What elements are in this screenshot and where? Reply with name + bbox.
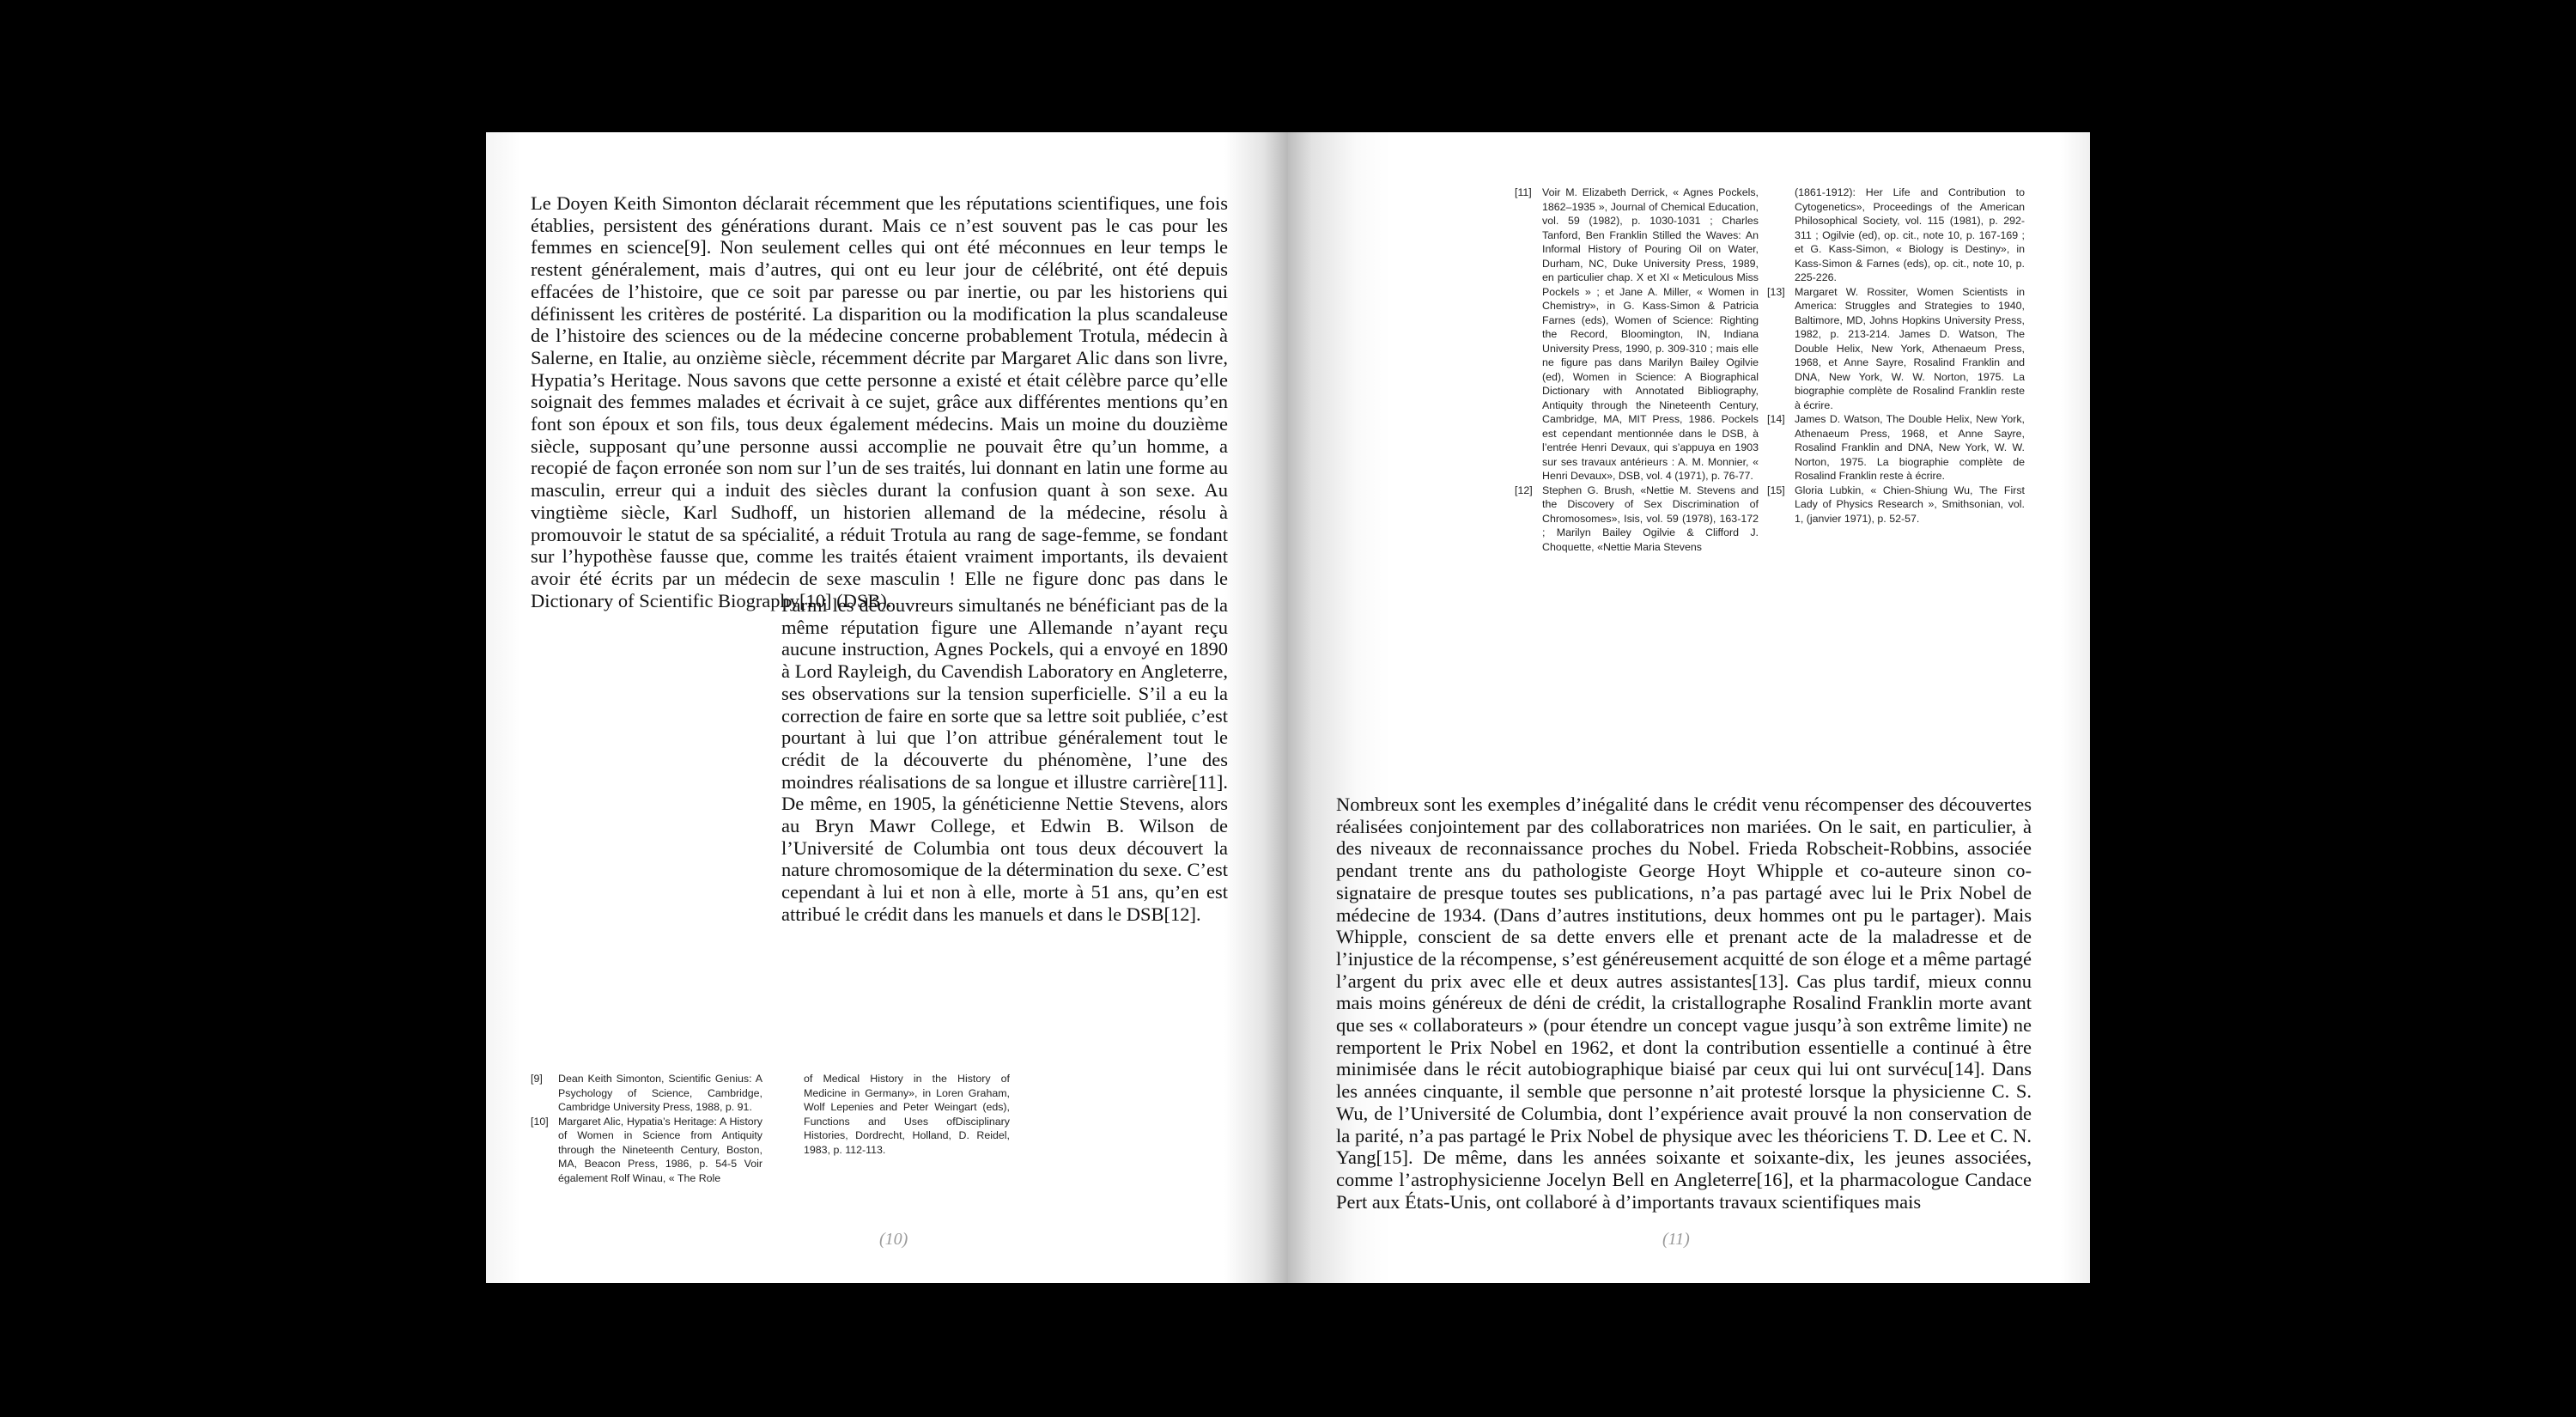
footnote-continuation: (1861-1912): Her Life and Contribution to Cytogenetics», Proceedings of the American Philosophical Society, vol. 115 (1981), p. 292-311 ; Ogilvie (ed), op. cit., note 10, p. 167-169 ; et G. Kass-Simon, « Biology is Destiny», in Kass-Simon & Farnes (eds), op. cit., note 10, p. 225-226. <box>1795 186 2025 283</box>
left-footnotes-col-1 <box>531 1072 762 1185</box>
footnote-continuation: of Medical History in the History of Medicine in Germany», in Loren Graham, Wolf Lepenies and Peter Weingart (eds), Functions and Uses ofDisciplinary Histories, Dordrecht, Holland, D. Reidel, 1983, p. 112-113. <box>804 1073 1010 1156</box>
footnote-item <box>1515 483 1759 555</box>
right-body-paragraph-1 <box>1336 794 2032 1213</box>
right-footnotes-col-2 <box>1767 185 2025 526</box>
footnote-item <box>1767 483 2025 526</box>
footnote-item <box>1767 285 2025 413</box>
right-paragraph-1-text: Nombreux sont les exemples d’inégalité dans le crédit venu récompenser des découvertes réalisées conjointement par des collaboratrices non mariées. On le sait, en particulier, à des niveaux de reconnaissance proches du Nobel. Frieda Robscheit-Robbins, associée pendant trente ans du pathologiste George Hoyt Whipple et co-auteure sinon co-signataire de presque toutes ses publications, n’a pas partagé avec lui le Prix Nobel de médecine de 1934. (Dans d’autres institutions, deux hommes ont pu le partager). Mais Whipple, conscient de sa dette envers elle et prenant acte de la maladresse et de l’injustice de la récompense, s’est généreusement acquitté de son éloge et a même partagé l’argent du prix avec elle et deux autres assistantes[13]. Cas plus tardif, mieux connu mais moins généreux de déni de crédit, la cristallographe Rosalind Franklin morte avant que ses « collaborateurs » (pour étendre un concept vague jusqu’à son extrême limite) ne remportent le Prix Nobel en 1962, et dont la contribution essentielle a continué à être minimisée dans le récit autobiographique biaisé par ceux qui lui ont survécu[14]. Dans les années cinquante, il semble que personne n’ait protesté lorsque la physicienne C. S. Wu, de l’Université de Columbia, dont l’expérience avait prouvé la non conservation de la parité, n’a pas partagé le Prix Nobel de physique avec les théoriciens T. D. Lee et C. N. Yang[15]. De même, dans les années soixante et soixante-dix, les jeunes associées, comme l’astrophysicienne Jocelyn Bell en Angleterre[16], et la pharmacologue Candace Pert aux États-Unis, ont collaboré à d’importants travaux scientifiques mais <box>1336 794 2032 1213</box>
right-footnotes-col-1 <box>1515 185 1759 554</box>
page-number-left: (10) <box>879 1230 908 1249</box>
book-spread <box>486 132 2090 1283</box>
footnote-text: Dean Keith Simonton, Scientific Genius: A Psychology of Science, Cambridge, Cambridge University Press, 1988, p. 91. <box>558 1073 762 1113</box>
left-page <box>486 132 1288 1283</box>
footnote-number: [9] <box>531 1073 543 1085</box>
left-body-paragraph-1 <box>531 192 1228 611</box>
right-page <box>1288 132 2090 1283</box>
footnote-item <box>1515 185 1759 483</box>
left-footnotes-col-2 <box>804 1072 1010 1157</box>
footnote-number: [12] <box>1515 483 1533 496</box>
footnote-number: [15] <box>1767 483 1785 496</box>
footnote-text: Voir M. Elizabeth Derrick, « Agnes Pockels, 1862–1935 », Journal of Chemical Education, vol. 59 (1982), p. 1030-1031 ; Charles Tanford, Ben Franklin Stilled the Waves: An Informal History of Pouring Oil on Water, Durham, NC, Duke University Press, 1989, en particulier chap. X et XI « Meticulous Miss Pockels » ; et Jane A. Miller, « Women in Chemistry», in G. Kass-Simon & Patricia Farnes (eds), Women of Science: Righting the Record, Bloomington, IN, Indiana University Press, 1990, p. 309-310 ; mais elle ne figure pas dans Marilyn Bailey Ogilvie (ed), Women in Science: A Biographical Dictionary with Annotated Bibliography, Antiquity through the Nineteenth Century, Cambridge, MA, MIT Press, 1986. Pockels est cependant mentionnée dans le DSB, à l’entrée Henri Devaux, qui s’appuya en 1903 sur ses travaux antérieurs : A. M. Monnier, « Henri Devaux», DSB, vol. 4 (1971), p. 76-77. <box>1542 186 1759 482</box>
footnote-item <box>531 1072 762 1115</box>
footnote-number: [11] <box>1515 186 1532 198</box>
page-number-right: (11) <box>1662 1230 1690 1249</box>
footnote-text: Margaret W. Rossiter, Women Scientists in America: Struggles and Strategies to 1940, Baltimore, MD, Johns Hopkins University Press, 1982, p. 213-214. James D. Watson, The Double Helix, New York, Athenaeum Press, 1968, et Anne Sayre, Rosalind Franklin and DNA, New York, W. W. Norton, 1975. La biographie complète de Rosalind Franklin reste à écrire. <box>1795 285 2025 411</box>
footnote-text: James D. Watson, The Double Helix, New York, Athenaeum Press, 1968, et Anne Sayre, Rosalind Franklin and DNA, New York, W. W. Norton, 1975. La biographie complète de Rosalind Franklin reste à écrire. <box>1795 413 2025 482</box>
footnote-text: Margaret Alic, Hypatia’s Heritage: A History of Women in Science from Antiquity through the Nineteenth Century, Boston, MA, Beacon Press, 1986, p. 54-5 Voir également Rolf Winau, « The Role <box>558 1115 762 1184</box>
footnote-text: Gloria Lubkin, « Chien-Shiung Wu, The First Lady of Physics Research », Smithsonian, vol. 1, (janvier 1971), p. 52-57. <box>1795 483 2025 525</box>
footnote-item <box>531 1115 762 1186</box>
left-body-paragraph-2 <box>781 594 1228 926</box>
left-paragraph-2-text: Parmi les découvreurs simultanés ne bénéficiant pas de la même réputation figure une Allemande n’ayant reçu aucune instruction, Agnes Pockels, qui a envoyé en 1890 à Lord Rayleigh, du Cavendish Laboratory en Angleterre, ses observations sur la tension superficielle. S’il a eu la correction de faire en sorte que sa lettre soit publiée, c’est pourtant à lui que l’on attribue généralement tout le crédit de la découverte du phénomène, l’une des moindres réalisations de sa longue et illustre carrière[11]. De même, en 1905, la généticienne Nettie Stevens, alors au Bryn Mawr College, et Edwin B. Wilson de l’Université de Columbia ont tous deux découvert la nature chromosomique de la détermination du sexe. C’est cependant à lui et non à elle, morte à 51 ans, qu’en est attribué le crédit dans les manuels et dans le DSB[12]. <box>781 594 1228 925</box>
footnote-number: [13] <box>1767 285 1785 298</box>
footnote-item <box>1767 412 2025 483</box>
footnote-text: Stephen G. Brush, «Nettie M. Stevens and the Discovery of Sex Discrimination of Chromosomes», Isis, vol. 59 (1978), 163-172 ; Marilyn Bailey Ogilvie & Clifford J. Choquette, «Nettie Maria Stevens <box>1542 483 1759 553</box>
footnote-number: [10] <box>531 1115 549 1128</box>
footnote-number: [14] <box>1767 413 1785 425</box>
left-paragraph-1-text: Le Doyen Keith Simonton déclarait récemment que les réputations scientifiques, une fois établies, persistent des générations durant. Mais ce n’est souvent pas le cas pour les femmes en science[9]. Non seulement celles qui ont été méconnues en leur temps le restent généralement, mais d’autres, qui ont eu leur jour de célébrité, ont été depuis effacées de l’histoire, que ce soit par paresse ou par inertie, ou par les historiens qui définissent les critères de postérité. La disparition ou la modification la plus scandaleuse de l’histoire des sciences ou de la médecine concerne probablement Trotula, médecin à Salerne, en Italie, au onzième siècle, récemment décrite par Margaret Alic dans son livre, Hypatia’s Heritage. Nous savons que cette personne a existé et était célèbre parce qu’elle soignait des femmes malades et écrivait à ce sujet, grâce aux différentes mentions qu’en font son époux et son fils, tous deux également médecins. Mais un moine du douzième siècle, supposant qu’une personne aussi accomplie ne pouvait être qu’un homme, a recopié de façon erronée son nom sur l’un de ses traités, lui donnant en latin une forme au masculin, erreur qui a induit des siècles durant la confusion quant à son sexe. Au vingtième siècle, Karl Sudhoff, un historien allemand de la médecine, résolu à promouvoir le statut de sa spécialité, a réduit Trotula au rang de sage-femme, se fondant sur l’hypothèse fausse que, comme les traités étaient vraiment importants, ils devaient avoir été écrits par un médecin de sexe masculin ! Elle ne figure donc pas dans le Dictionary of Scientific Biography[10] (DSB). <box>531 192 1228 611</box>
